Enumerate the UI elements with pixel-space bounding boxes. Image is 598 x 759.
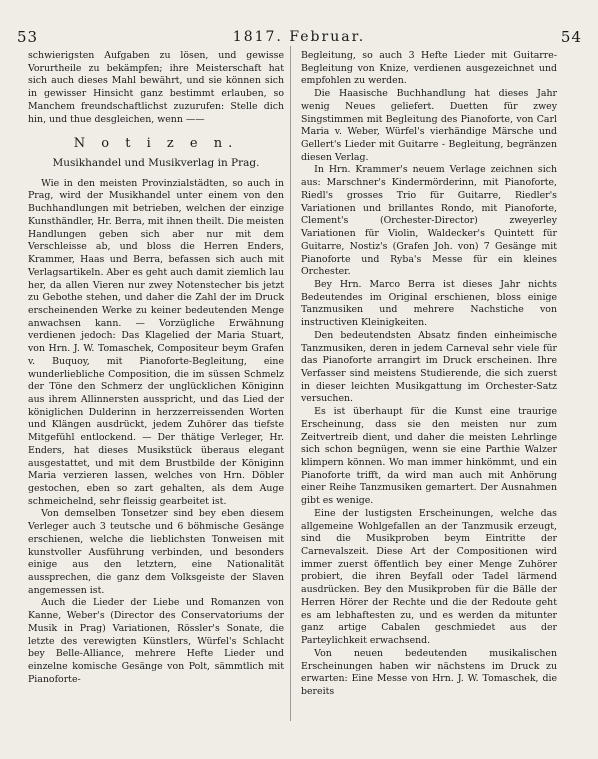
right-paragraph-7: Von neuen bedeutenden musikalischen Erscheinungen haben wir nächstens im Druck zu erwarten: Eine Messe von Hrn. J. W. Tomaschek, die bereits [301, 647, 557, 697]
right-continuation-paragraph: Begleitung, so auch 3 Hefte Lieder mit Guitarre-Begleitung von Knize, verdienen ausgezeichnet und empfohlen zu werden. [301, 50, 557, 87]
right-paragraph-3: Bey Hrn. Marco Berra ist dieses Jahr nichts Bedeutendes im Original erschienen, bloss einige Tanzmusiken und mehrere Nachstiche von instructiven Kleinigkeiten. [301, 278, 557, 329]
right-paragraph-5: Es ist überhaupt für die Kunst eine traurige Erscheinung, dass sie den meisten nur zum Zeitvertreib dient, und daher die meisten Lehrlinge sich schon begnügen, wenn sie eine Parthie Walzer klimpern können. Wo man immer hinkömmt, und ein Pianoforte trifft, da wird man auch mit Anhörung einer Reihe Tanzmusiken gemartert. Der Ausnahmen gibt es wenige. [301, 406, 557, 507]
right-paragraph-2: In Hrn. Krammer's neuem Verlage zeichnen sich aus: Marschner's Kindermörderinn, mit Pianoforte, Riedl's grosses Trio für Guitarre, Riedler's Variationen und brillantes Rondo, mit Pianoforte, Clement's (Orchester-Director) zweyerley Variationen für Violin, Waldecker's Quintett für Guitarre, Nostiz's (Grafen Joh. von) 7 Gesänge mit Pianoforte und Ryba's Messe für ein kleines Orchester. [301, 164, 557, 278]
left-page-number: 53 [17, 28, 39, 46]
right-paragraph-1: Die Haasische Buchhandlung hat dieses Jahr wenig Neues geliefert. Duetten für zwey Singstimmen mit Begleitung des Pianoforte, von Carl Maria v. Weber, Würfel's vierhändige Märsche und Gellert's Lieder mit Guitarre - Begleitung, begränzen diesen Verlag. [301, 88, 557, 163]
page-header [0, 28, 598, 48]
right-column [301, 50, 557, 699]
column-divider [290, 46, 291, 721]
right-paragraph-6: Eine der lustigsten Erscheinungen, welche das allgemeine Wohlgefallen an der Tanzmusik erzeugt, sind die Musikproben beym Eintritte der Carnevalszeit. Diese Art der Compositionen wird immer zuerst öffentlich bey einer Menge Zuhörer probiert, die ihren Beyfall oder Tadel lärmend ausdrücken. Bey den Musikproben für die Bälle der Herren Hörer der Rechte und die der Redoute geht es am lebhaftesten zu, und es werden da mitunter ganz artige Cabalen geschmiedet aus der Parteylichkeit erwachsend. [301, 507, 557, 647]
right-paragraph-4: Den bedeutendsten Absatz finden einheimische Tanzmusiken, deren in jedem Carneval sehr viele für das Pianoforte arrangirt im Druck erscheinen. Ihre Verfasser sind meistens Studierende, die sich zuerst in dieser leichten Musikgattung im Orchester-Satz versuchen. [301, 329, 557, 405]
right-page-number: 54 [560, 28, 582, 46]
left-continuation-paragraph: schwierigsten Aufgaben zu lösen, und gewisse Vorurtheile zu bekämpfen; ihre Meisterschaft hat sich auch dieses Mahl bewährt, und sie können sich in gewisser Hinsicht ganz bestimmt erlauben, so Manchem freundschaftlichst zuzurufen: Stelle dich hin, und thue desgleichen, wenn —— [28, 50, 284, 125]
left-paragraph-3: Auch die Lieder der Liebe und Romanzen von Kanne, Weber's (Director des Conservatoriums der Musik in Prag) Variationen, Rössler's Sonate, die letzte des verewigten Künstlers, Würfel's Schlacht bey Belle-Alliance, mehrere Hefte Lieder und einzelne komische Gesänge von Polt, sämmtlich mit Pianoforte- [28, 597, 284, 685]
section-heading: N o t i z e n. [73, 136, 239, 152]
left-paragraph-1: Wie in den meisten Provinzialstädten, so auch in Prag, wird der Musikhandel unter einem von den Buchhandlungen mit betrieben, welchen der einzige Kunsthändler, Hr. Berra, mit ihnen theilt. Die meisten Handlungen geben sich aber nur mit dem Verschleisse ab, und bloss die Herren Enders, Krammer, Haas und Berra, befassen sich auch mit Verlagsartikeln. Aber es geht auch damit ziemlich lau her, da allen Vieren nur zwey Notenstecher bis jetzt zu Gebothe stehen, und daher die Zahl der im Druck erscheinenden Werke zu keiner bedeutenden Menge anwachsen kann. — Vorzügliche Erwähnung verdienen jedoch: Das Klagelied der Maria Stuart, von Hrn. J. W. Tomaschek, Compositeur beym Grafen v. Buquoy, mit Pianoforte-Begleitung, eine wunderliebliche Composition, die im süssen Schmelz der Töne den Schmerz der unglücklichen Königinn aus ihrem Allinnersten ausspricht, und das Lied der königlichen Dulderinn in herzzerreissenden Worten und Klängen ausdrückt, jedem Zuhörer das tiefste Mitgefühl entlockend. — Der thätige Verleger, Hr. Enders, hat dieses Musikstück überaus elegant ausgestattet, und mit dem Brustbilde der Königinn Maria verzieren lassen, welches von Hrn. Döbler gestochen, eben so zart gehalten, als dem Auge schmeichelnd, sehr fleissig gearbeitet ist. [28, 177, 284, 507]
section-subheading: Musikhandel und Musikverlag in Prag. [52, 157, 260, 170]
left-column [28, 50, 284, 687]
running-title: 1817. Februar. [232, 29, 366, 45]
left-paragraph-2: Von demselben Tonsetzer sind bey eben diesem Verleger auch 3 teutsche und 6 böhmische Gesänge erschienen, welche die lieblichsten Tonweisen mit kunstvoller Ausführung verbinden, und besonders einige aus den letztern, eine Nationalität aussprechen, die ganz dem Volksgeiste der Slaven angemessen ist. [28, 508, 284, 596]
